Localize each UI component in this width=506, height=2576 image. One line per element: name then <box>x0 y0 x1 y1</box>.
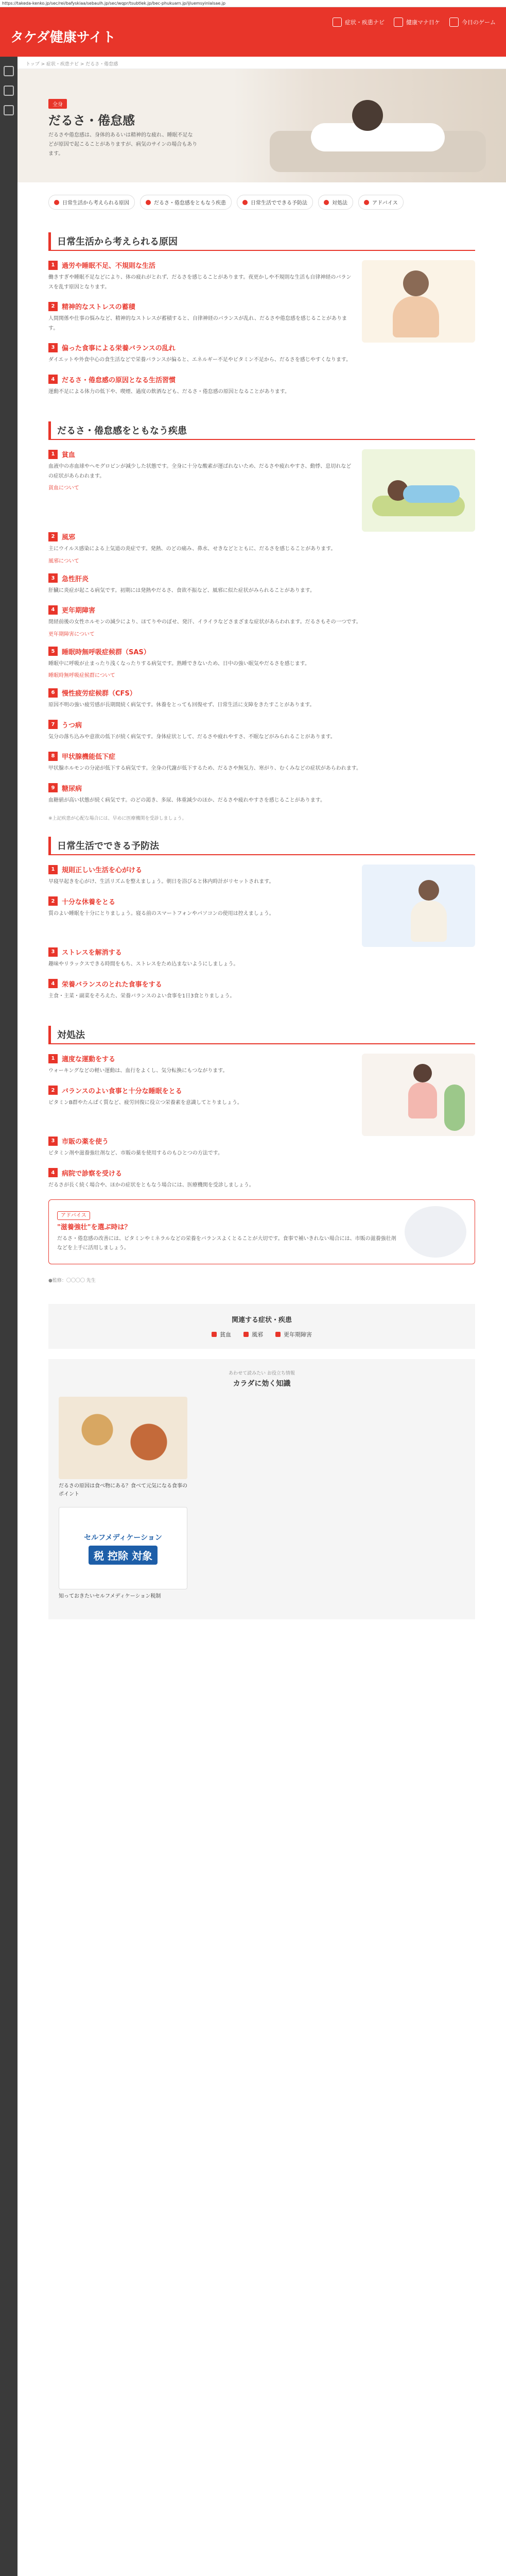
menu-icon[interactable] <box>4 66 14 76</box>
arrow-right-icon <box>212 1332 217 1337</box>
diseases-section <box>18 411 506 826</box>
site-logo[interactable] <box>0 7 154 57</box>
item-number: 6 <box>48 688 58 698</box>
item-number: 9 <box>48 783 58 792</box>
toc-item[interactable] <box>318 195 353 210</box>
disease-item <box>48 449 353 491</box>
item-number: 7 <box>48 720 58 729</box>
stretching-woman-illustration <box>362 865 475 947</box>
game-icon <box>449 18 459 27</box>
item-number: 4 <box>48 605 58 615</box>
item-title: 規則正しい生活を心がける <box>62 867 143 874</box>
disease-item <box>48 573 475 596</box>
item-title: 慢性疲労症候群（CFS） <box>62 690 136 698</box>
item-number: 1 <box>48 865 58 874</box>
item-title: 市販の薬を使う <box>62 1138 109 1146</box>
logo-line: セルフメディケーション <box>84 1533 162 1542</box>
breadcrumb[interactable]: トップ > 症状・疾患ナビ > だるさ・倦怠感 <box>18 57 506 69</box>
disease-note: ※上記疾患が心配な場合には、早めに医療機関を受診しましょう。 <box>48 816 187 821</box>
item-text: 肝臓に炎症が起こる病気です。初期には発熱やだるさ、食欲不振など、風邪に似た症状がみられることがあります。 <box>48 587 315 594</box>
page-description: だるさや倦怠感は、身体的あるいは精神的な疲れ、睡眠不足などが原因で起こることがありますが、病気のサインの場合もあります。 <box>48 132 198 157</box>
toc-item[interactable] <box>358 195 404 210</box>
bookmark-icon[interactable] <box>4 105 14 115</box>
arrow-down-icon <box>54 200 59 205</box>
woman-body-shape <box>311 123 445 151</box>
header-link-game[interactable] <box>449 18 496 27</box>
disease-item <box>48 605 475 637</box>
knowledge-caption: 知っておきたいセルフメディケーション税制 <box>59 1594 161 1599</box>
knowledge-caption: だるさの原因は食べ物にある？食べて元気になる食事のポイント <box>59 1483 187 1497</box>
header-link-health[interactable] <box>394 18 440 27</box>
related-title: 関連する症状・疾患 <box>231 1316 292 1324</box>
knowledge-subtitle: あわせて読みたい お役立ち情報 <box>229 1371 295 1376</box>
category-badge: 全身 <box>48 99 67 109</box>
causes-section <box>18 222 506 411</box>
header-link-label: 今日のゲーム <box>462 19 496 26</box>
item-number: 4 <box>48 1168 58 1177</box>
disease-item <box>48 783 475 806</box>
advice-tag: アドバイス <box>57 1211 90 1220</box>
item-number: 1 <box>48 261 58 270</box>
search-icon[interactable] <box>4 86 14 96</box>
browser-url-bar[interactable]: https://takeda-kenko.jp/sec/rei/bafyskiaa/sebaulh.jp/sec/wqpr/tsubtlek.jp/bec-phukuarn.jp/ijluemsyinlalsae.jp <box>0 0 506 7</box>
item-title: 十分な休養をとる <box>62 898 116 906</box>
item-number: 2 <box>48 1086 58 1095</box>
related-label: 貧血 <box>220 1331 231 1338</box>
item-text: 早寝早起きを心がけ、生活リズムを整えましょう。朝日を浴びると体内時計がリセットされます。 <box>48 879 274 885</box>
item-number: 3 <box>48 573 58 583</box>
toc-item[interactable] <box>140 195 232 210</box>
item-text: 閉経前後の女性ホルモンの減少により、ほてりやのぼせ、発汗、イライラなどさまざまな症状があらわれます。だるさもその一つです。 <box>48 619 361 625</box>
item-number: 1 <box>48 1054 58 1063</box>
header-links <box>333 18 496 27</box>
item-text: ウォーキングなどの軽い運動は、血行をよくし、気分転換にもつながります。 <box>48 1068 228 1074</box>
prevention-section <box>18 826 506 1015</box>
arrow-down-icon <box>324 200 329 205</box>
item-title: 貧血 <box>62 451 76 459</box>
item-title: ストレスを解消する <box>62 949 122 957</box>
pharmacist-illustration <box>405 1206 466 1258</box>
item-text: 気分の落ち込みや意欲の低下が続く病気です。身体症状として、だるさや疲れやすさ、不眠などがみられることがあります。 <box>48 734 336 740</box>
item-text: 血液中の赤血球やヘモグロビンが減少した状態です。全身に十分な酸素が運ばれないため、だるさや疲れやすさ、動悸、息切れなどの症状があらわれます。 <box>48 464 352 479</box>
item-text: 睡眠中に呼吸が止まったり浅くなったりする病気です。熟睡できないため、日中の強い眠気やだるさを感じます。 <box>48 660 310 667</box>
item-number: 2 <box>48 532 58 541</box>
toc-label: 日常生活でできる予防法 <box>251 200 307 206</box>
arrow-right-icon <box>275 1332 281 1337</box>
related-label: 風邪 <box>252 1331 263 1338</box>
item-title: 精神的なストレスの蓄積 <box>62 303 135 311</box>
disease-item <box>48 720 475 742</box>
page-title: だるさ・倦怠感 <box>48 113 135 128</box>
item-number: 8 <box>48 752 58 761</box>
knowledge-card[interactable] <box>59 1397 187 1499</box>
arrow-right-icon <box>243 1332 249 1337</box>
item-text: 働きすぎや睡眠不足などにより、体の疲れがとれず、だるさを感じることがあります。夜更かしや不規則な生活も自律神経のバランスを乱す原因となります。 <box>48 275 352 290</box>
advice-title: "滋養強壮"を選ぶ時は？ <box>57 1224 131 1231</box>
item-title: だるさ・倦怠感の原因となる生活習慣 <box>62 376 176 384</box>
disease-link[interactable]: 貧血について <box>48 485 79 491</box>
book-icon <box>394 18 403 27</box>
item-title: 甲状腺機能低下症 <box>62 753 116 761</box>
cause-item <box>48 301 353 333</box>
item-number: 4 <box>48 375 58 384</box>
toc-item[interactable] <box>48 195 135 210</box>
item-text: 主にウイルス感染による上気道の炎症です。発熱、のどの痛み、鼻水、せきなどとともに、だるさを感じることがあります。 <box>48 546 336 552</box>
table-of-contents <box>18 182 506 222</box>
section-title: だるさ・倦怠感をともなう疾患 <box>48 421 475 440</box>
item-text: 甲状腺ホルモンの分泌が低下する病気です。全身の代謝が低下するため、だるさや無気力、寒がり、むくみなどの症状があらわれます。 <box>48 766 361 771</box>
item-number: 3 <box>48 947 58 957</box>
tired-woman-illustration <box>362 260 475 343</box>
cause-item <box>48 375 475 397</box>
cause-item <box>48 260 353 292</box>
disease-link[interactable]: 更年期障害について <box>48 631 95 637</box>
header-link-label: 症状・疾患ナビ <box>345 19 385 26</box>
item-number: 1 <box>48 450 58 459</box>
related-label: 更年期障害 <box>284 1331 312 1338</box>
item-title: 更年期障害 <box>62 607 96 615</box>
search-icon <box>333 18 342 27</box>
advice-callout <box>48 1199 475 1264</box>
toc-label: 対処法 <box>332 200 347 206</box>
prevention-item <box>48 979 475 1002</box>
disease-link[interactable]: 風邪について <box>48 558 79 564</box>
logo-text: タケダ健康サイト <box>10 30 116 45</box>
self-medication-logo <box>59 1507 187 1589</box>
related-link[interactable] <box>243 1330 263 1338</box>
item-title: 過労や睡眠不足、不規則な生活 <box>62 262 156 270</box>
disease-item <box>48 532 475 564</box>
item-title: 糖尿病 <box>62 785 82 793</box>
arrow-down-icon <box>146 200 151 205</box>
item-text: 主食・主菜・副菜をそろえた、栄養バランスのよい食事を1日3食とりましょう。 <box>48 993 235 999</box>
arrow-down-icon <box>242 200 248 205</box>
header-link-label: 健康マナ日ケ <box>406 19 440 26</box>
item-number: 2 <box>48 896 58 906</box>
toc-item[interactable] <box>237 195 313 210</box>
cause-item <box>48 343 475 365</box>
item-title: 栄養バランスのとれた食事をする <box>62 980 162 989</box>
item-title: 睡眠時無呼吸症候群（SAS） <box>62 648 150 656</box>
item-title: バランスのよい食事と十分な睡眠をとる <box>62 1087 182 1095</box>
item-number: 3 <box>48 1137 58 1146</box>
disease-item <box>48 688 475 710</box>
item-number: 2 <box>48 302 58 311</box>
item-text: ビタミンB群やたんぱく質など、疲労回復に役立つ栄養素を意識してとりましょう。 <box>48 1099 242 1106</box>
section-title: 日常生活から考えられる原因 <box>48 232 475 251</box>
arrow-down-icon <box>364 200 369 205</box>
sidebar <box>0 57 18 2576</box>
related-link[interactable] <box>212 1330 231 1338</box>
toc-label: だるさ・倦怠感をともなう疾患 <box>154 200 226 206</box>
treatment-item <box>48 1086 353 1108</box>
toc-label: 日常生活から考えられる原因 <box>62 200 129 206</box>
treatment-section <box>18 1015 506 1289</box>
item-text: 血糖値が高い状態が続く病気です。のどの渇き、多尿、体重減少のほか、だるさや疲れやすさを感じることがあります。 <box>48 797 325 803</box>
section-title: 対処法 <box>48 1026 475 1044</box>
treatment-item <box>48 1136 475 1159</box>
prevention-item <box>48 865 353 887</box>
hero-image <box>234 69 506 182</box>
item-text: だるさが長く続く場合や、ほかの症状をともなう場合には、医療機関を受診しましょう。 <box>48 1182 254 1188</box>
item-number: 5 <box>48 647 58 656</box>
treatment-item <box>48 1054 353 1076</box>
item-title: 適度な運動をする <box>62 1056 116 1063</box>
walking-woman-illustration <box>362 1054 475 1136</box>
toc-label: アドバイス <box>372 200 398 206</box>
item-title: 偏った食事による栄養バランスの乱れ <box>62 345 176 352</box>
item-number: 3 <box>48 343 58 352</box>
hero <box>18 69 506 182</box>
advice-text: だるさ・倦怠感の改善には、ビタミンやミネラルなどの栄養をバランスよくとることが大切です。食事で補いきれない場合には、市販の滋養強壮剤などを上手に活用しましょう。 <box>57 1236 396 1251</box>
item-text: 人間関係や仕事の悩みなど、精神的なストレスが蓄積すると、自律神経のバランスが乱れ、だるさや倦怠感を感じることがあります。 <box>48 316 347 331</box>
item-text: ビタミン剤や滋養強壮剤など、市販の薬を使用するのもひとつの方法です。 <box>48 1150 223 1156</box>
prevention-item <box>48 896 353 919</box>
item-text: ダイエットや外食中心の食生活などで栄養バランスが偏ると、エネルギー不足やビタミン不足から、だるさを感じやすくなります。 <box>48 357 352 363</box>
site-header <box>0 7 506 57</box>
food-image <box>59 1397 187 1479</box>
header-link-symptom[interactable] <box>333 18 385 27</box>
item-title: 急性肝炎 <box>62 575 89 583</box>
item-text: 運動不足による体力の低下や、喫煙、過度の飲酒なども、だるさ・倦怠感の原因となることがあります。 <box>48 388 290 395</box>
disease-item <box>48 751 475 774</box>
item-text: 原因不明の強い疲労感が長期間続く病気です。休養をとっても回復せず、日常生活に支障をきたすことがあります。 <box>48 702 315 708</box>
item-number: 4 <box>48 979 58 988</box>
related-section <box>48 1304 475 1349</box>
item-text: 趣味やリラックスできる時間をもち、ストレスをため込まないようにしましょう。 <box>48 961 239 967</box>
item-text: 質のよい睡眠を十分にとりましょう。寝る前のスマートフォンやパソコンの使用は控えましょう。 <box>48 910 274 917</box>
section-title: 日常生活でできる予防法 <box>48 837 475 855</box>
knowledge-card[interactable] <box>59 1507 187 1601</box>
knowledge-section <box>48 1359 475 1619</box>
prevention-item <box>48 947 475 970</box>
knowledge-title: カラダに効く知識 <box>233 1380 291 1388</box>
item-title: 風邪 <box>62 534 76 541</box>
disease-link[interactable]: 睡眠時無呼吸症候群について <box>48 673 115 679</box>
item-title: うつ病 <box>62 721 82 730</box>
item-title: 病院で診察を受ける <box>62 1170 123 1178</box>
logo-tax: 税 控除 対象 <box>89 1546 158 1565</box>
supervisor-credit: ●監修：〇〇〇〇 先生 <box>48 1278 96 1283</box>
lying-woman-illustration <box>362 449 475 532</box>
treatment-item <box>48 1168 475 1191</box>
woman-head-shape <box>352 100 383 131</box>
related-link[interactable] <box>275 1330 312 1338</box>
disease-item <box>48 647 475 679</box>
main-content <box>18 57 506 1619</box>
